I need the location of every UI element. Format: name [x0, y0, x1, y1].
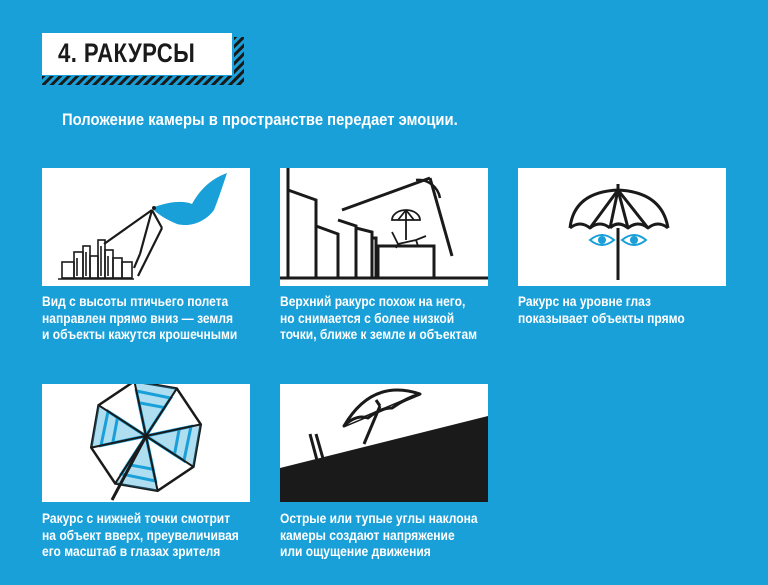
- caption-high-angle: [280, 293, 477, 343]
- caption-line: или ощущение движения: [280, 543, 431, 559]
- caption-line: камеры создают напряжение: [280, 526, 455, 543]
- caption-line: его масштаб в глазах зрителя: [42, 543, 221, 559]
- card-birds-eye: [42, 168, 250, 286]
- caption-line: Вид с высоты птичьего полета: [42, 293, 229, 309]
- caption-birds-eye: [42, 293, 237, 343]
- low-angle-view-icon: [42, 384, 250, 502]
- dutch-angle-view-icon: [280, 384, 488, 502]
- card-low-angle: [42, 384, 250, 502]
- caption-line: направлен прямо вниз — земля: [42, 309, 234, 326]
- card-dutch-angle: [280, 384, 488, 502]
- caption-line: показывает объекты прямо: [518, 309, 685, 326]
- caption-line: Ракурс на уровне глаз: [518, 293, 652, 309]
- caption-eye-level: [518, 293, 685, 326]
- page-subtitle: Положение камеры в пространстве передает эмоции.: [62, 110, 458, 129]
- caption-line: точки, ближе к земле и объектам: [280, 326, 478, 342]
- caption-dutch-angle: [280, 510, 478, 560]
- eye-level-view-icon: [518, 168, 726, 286]
- caption-line: на объект вверх, преувеличивая: [42, 526, 239, 543]
- caption-line: Острые или тупые углы наклона: [280, 510, 478, 526]
- card-high-angle: [280, 168, 488, 286]
- caption-line: и объекты кажутся крошечными: [42, 326, 238, 342]
- page-title: 4. РАКУРСЫ: [58, 38, 196, 68]
- caption-line: Верхний ракурс похож на него,: [280, 293, 466, 309]
- caption-line: но снимается с более низкой: [280, 309, 455, 326]
- high-angle-view-icon: [280, 168, 488, 286]
- card-eye-level: [518, 168, 726, 286]
- caption-low-angle: [42, 510, 239, 560]
- title-box: [42, 33, 232, 75]
- bird-eye-view-icon: [42, 168, 250, 286]
- caption-line: Ракурс с нижней точки смотрит: [42, 510, 231, 526]
